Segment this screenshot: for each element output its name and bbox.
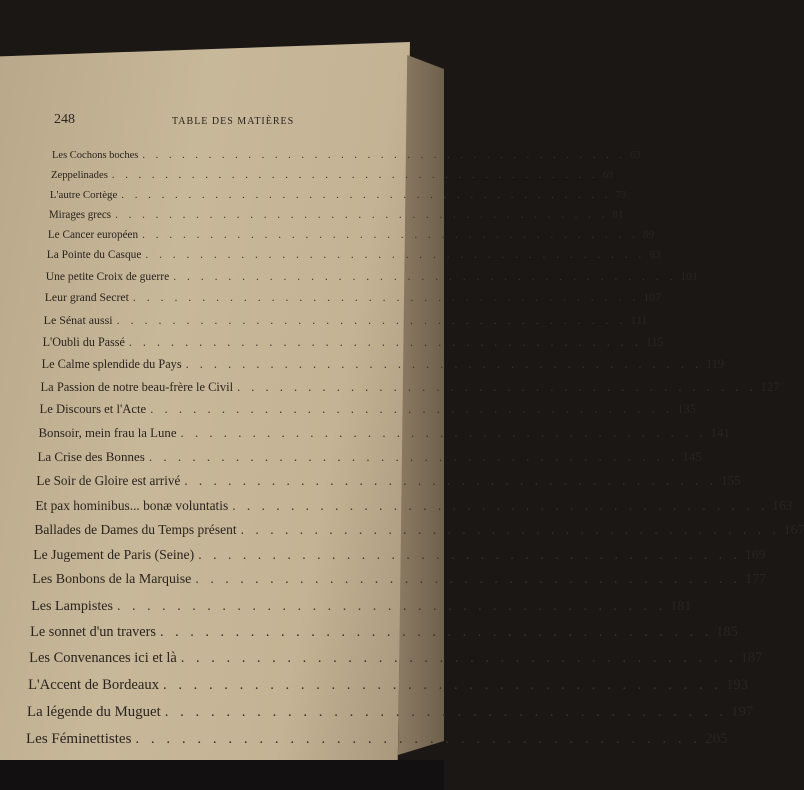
dot-leader: . . . . . . . . . . . . . . . . . . . . . . . . . . . . . . . . . . . . . <box>180 650 737 667</box>
dot-leader: . . . . . . . . . . . . . . . . . . . . . . . . . . . . . . . . . . . . . <box>145 249 646 262</box>
toc-entry <box>43 312 648 328</box>
toc-entry-page: 89 <box>642 228 655 241</box>
toc-entry <box>31 598 692 615</box>
toc-entry-title: Bonsoir, mein frau la Lune <box>38 425 177 440</box>
toc-entry-title: Les Féminettistes <box>26 731 132 748</box>
toc-entry-page: 69 <box>602 169 614 182</box>
dot-leader: . . . . . . . . . . . . . . . . . . . . . . . . . . . . . . . . . . . . . <box>121 188 612 201</box>
toc-entry-page: 115 <box>645 334 664 349</box>
toc-entry-title: L'autre Cortège <box>49 188 118 201</box>
toc-entry <box>40 379 780 395</box>
toc-entry-title: Les Cochons boches <box>52 150 139 161</box>
toc-entry <box>27 703 754 721</box>
toc-entry-title: La Passion de notre beau-frère le Civil <box>40 379 234 394</box>
toc-entry-page: 177 <box>745 572 767 588</box>
toc-entry <box>37 449 702 465</box>
toc-entry-page: 193 <box>725 676 748 693</box>
toc-entry <box>32 572 767 588</box>
toc-entry-title: Zeppelinades <box>50 169 108 182</box>
background-shadow <box>0 760 444 790</box>
toc-entry <box>35 497 793 514</box>
toc-entry <box>44 291 661 305</box>
toc-entry-title: Une petite Croix de guerre <box>45 270 170 284</box>
toc-entry-page: 119 <box>706 357 725 371</box>
toc-entry-page: 111 <box>630 312 648 327</box>
toc-entry-page: 167 <box>783 522 804 538</box>
toc-entry-page: 197 <box>731 703 754 720</box>
toc-entry-title: Le Sénat aussi <box>43 312 113 327</box>
toc-entry-title: Ballades de Dames du Temps présent <box>34 522 237 538</box>
dot-leader: . . . . . . . . . . . . . . . . . . . . . . . . . . . . . . . . . . . . . <box>185 357 703 371</box>
toc-entry <box>30 623 738 641</box>
toc-entry-page: 73 <box>615 188 627 201</box>
toc-entry-title: La légende du Muguet <box>27 703 161 720</box>
dot-leader: . . . . . . . . . . . . . . . . . . . . . . . . . . . . . . . . . . . . . <box>111 169 599 182</box>
dot-leader: . . . . . . . . . . . . . . . . . . . . . . . . . . . . . . . . . . . . . <box>164 703 728 720</box>
dot-leader: . . . . . . . . . . . . . . . . . . . . . . . . . . . . . . . . . . . . . <box>163 676 722 693</box>
toc-entry <box>39 402 697 417</box>
dot-leader: . . . . . . . . . . . . . . . . . . . . . . . . . . . . . . . . . . . . . <box>184 473 717 489</box>
dot-leader: . . . . . . . . . . . . . . . . . . . . . . . . . . . . . . . . . . . . . <box>142 228 639 241</box>
toc-entry-page: 127 <box>760 379 780 394</box>
toc-entry <box>29 650 763 667</box>
toc-entry <box>48 208 624 221</box>
dot-leader: . . . . . . . . . . . . . . . . . . . . . . . . . . . . . . . . . . . . . <box>148 449 679 465</box>
toc-entry-title: L'Accent de Bordeaux <box>28 676 160 693</box>
toc-entry-title: Le Cancer européen <box>47 228 139 241</box>
toc-entry-page: 107 <box>643 291 661 305</box>
toc-entry-title: Le Calme splendide du Pays <box>41 357 182 371</box>
toc-entry-page: 81 <box>612 208 624 221</box>
toc-entry-title: Leur grand Secret <box>44 291 129 305</box>
toc-entry-page: 101 <box>680 270 698 284</box>
toc-entry <box>36 473 741 489</box>
dot-leader: . . . . . . . . . . . . . . . . . . . . . . . . . . . . . . . . . . . . . <box>142 150 626 161</box>
toc-entry-page: 169 <box>744 547 766 563</box>
toc-entry-title: Les Bonbons de la Marquise <box>32 572 192 588</box>
toc-entry-page: 185 <box>716 623 738 640</box>
toc-entry-title: L'Oubli du Passé <box>42 334 125 349</box>
toc-entry-page: 181 <box>670 598 692 614</box>
toc-entry-title: Les Convenances ici et là <box>29 650 177 667</box>
toc-entry <box>52 150 641 161</box>
toc-entry-title: Le Jugement de Paris (Seine) <box>33 547 195 563</box>
toc-entry-title: Le Discours et l'Acte <box>39 402 147 417</box>
toc-entry <box>34 522 804 538</box>
dot-leader: . . . . . . . . . . . . . . . . . . . . . . . . . . . . . . . . . . . . . <box>132 291 640 305</box>
page-title: TABLE DES MATIÈRES <box>172 116 295 127</box>
toc-entry-page: 135 <box>677 402 697 417</box>
toc-entry-title: Le sonnet d'un travers <box>30 623 156 640</box>
toc-entry-title: Les Lampistes <box>31 598 113 614</box>
toc-entry <box>49 188 627 201</box>
dot-leader: . . . . . . . . . . . . . . . . . . . . . . . . . . . . . . . . . . . . . <box>232 497 769 513</box>
toc-entry-page: 163 <box>772 497 793 513</box>
dot-leader: . . . . . . . . . . . . . . . . . . . . . . . . . . . . . . . . . . . . . <box>159 623 713 640</box>
dot-leader: . . . . . . . . . . . . . . . . . . . . . . . . . . . . . . . . . . . . . <box>115 208 609 221</box>
toc-entry-page: 155 <box>720 473 741 489</box>
toc-entry <box>28 676 748 694</box>
toc-entry-title: Et pax hominibus... bonæ voluntatis <box>35 497 229 513</box>
dot-leader: . . . . . . . . . . . . . . . . . . . . . . . . . . . . . . . . . . . . . <box>195 572 742 588</box>
toc-entry <box>46 249 661 262</box>
dot-leader: . . . . . . . . . . . . . . . . . . . . . . . . . . . . . . . . . . . . . <box>150 402 674 417</box>
dot-leader: . . . . . . . . . . . . . . . . . . . . . . . . . . . . . . . . . . . . . <box>117 598 667 614</box>
toc-entry <box>45 270 698 284</box>
dot-leader: . . . . . . . . . . . . . . . . . . . . . . . . . . . . . . . . . . . . . <box>198 547 741 563</box>
toc-entry-page: 205 <box>705 731 728 748</box>
toc-entry-page: 141 <box>710 425 730 440</box>
toc-entry <box>41 357 725 372</box>
toc-entry <box>42 334 664 350</box>
toc-entry-title: La Pointe du Casque <box>46 249 142 262</box>
toc-entry <box>47 228 655 241</box>
toc-entry-page: 187 <box>740 650 763 667</box>
toc-entry-title: La Crise des Bonnes <box>37 449 145 465</box>
toc-entry-title: Le Soir de Gloire est arrivé <box>36 473 181 489</box>
dot-leader: . . . . . . . . . . . . . . . . . . . . . . . . . . . . . . . . . . . . . <box>135 731 702 748</box>
toc-entry <box>33 547 766 563</box>
toc-entry-page: 145 <box>682 449 702 465</box>
toc-entry-page: 63 <box>629 150 641 161</box>
dot-leader: . . . . . . . . . . . . . . . . . . . . . . . . . . . . . . . . . . . . . <box>116 312 627 327</box>
dot-leader: . . . . . . . . . . . . . . . . . . . . . . . . . . . . . . . . . . . . . <box>173 270 677 284</box>
page-number: 248 <box>54 112 75 127</box>
dot-leader: . . . . . . . . . . . . . . . . . . . . . . . . . . . . . . . . . . . . . <box>128 334 642 349</box>
dot-leader: . . . . . . . . . . . . . . . . . . . . . . . . . . . . . . . . . . . . . <box>237 379 757 394</box>
toc-entry <box>38 425 730 441</box>
toc-entry <box>26 731 728 748</box>
toc-entry-title: Mirages grecs <box>48 208 112 221</box>
toc-entry-page: 93 <box>649 249 661 262</box>
toc-entry <box>50 169 614 182</box>
dot-leader: . . . . . . . . . . . . . . . . . . . . . . . . . . . . . . . . . . . . . <box>180 425 707 440</box>
dot-leader: . . . . . . . . . . . . . . . . . . . . . . . . . . . . . . . . . . . . . <box>240 522 780 538</box>
